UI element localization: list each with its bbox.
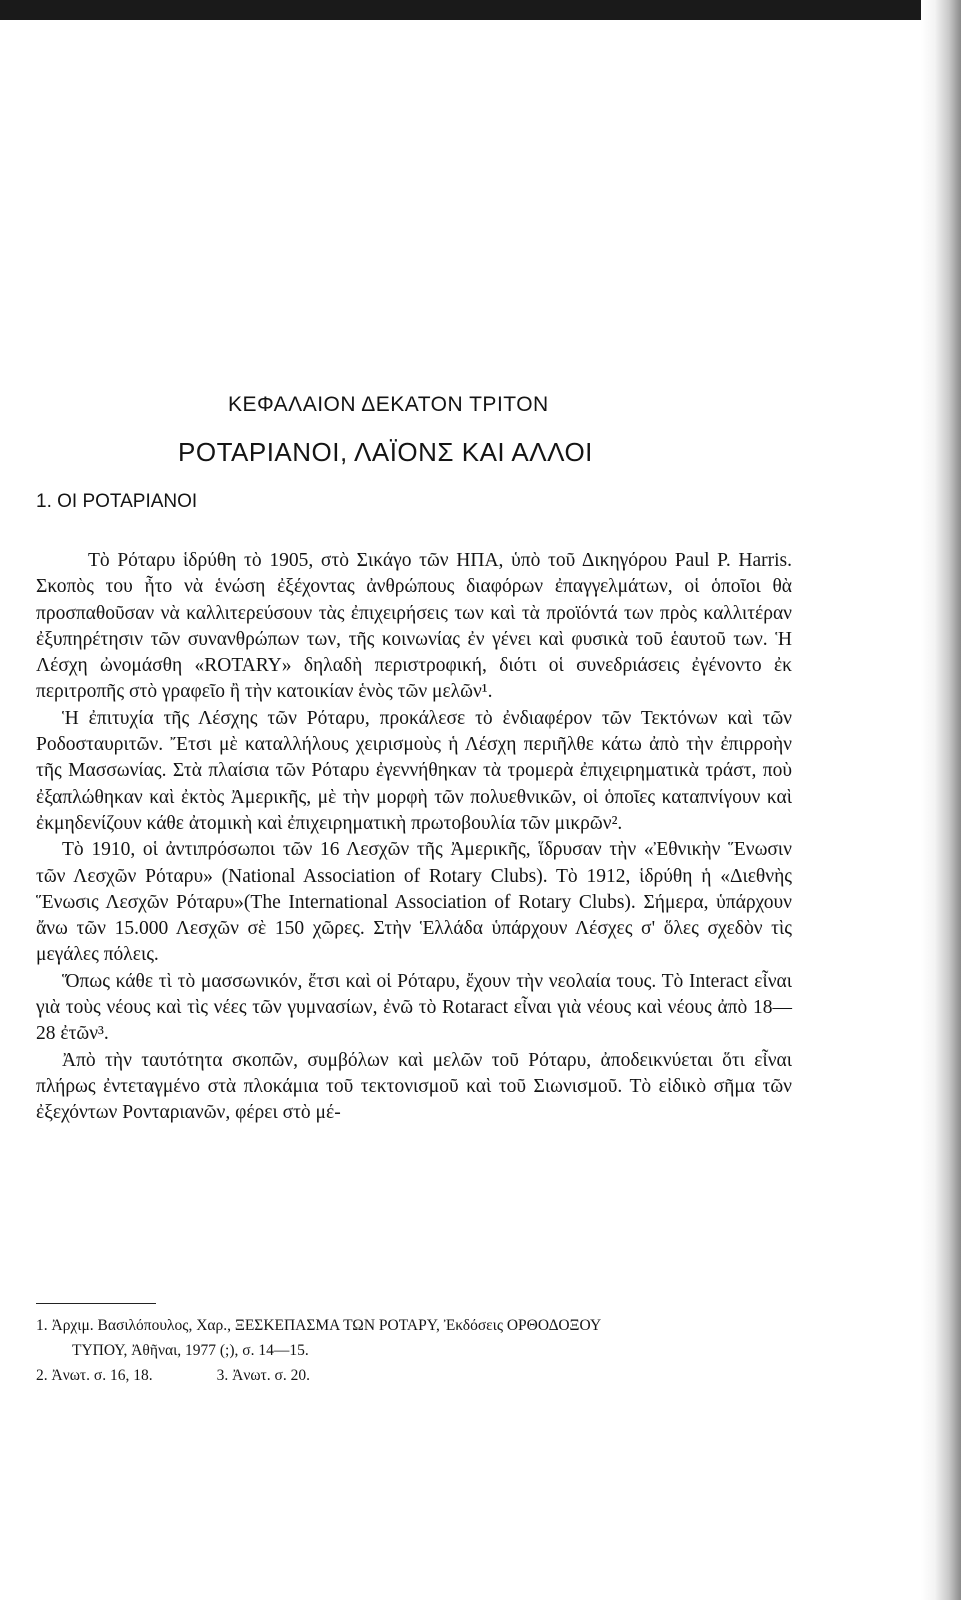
body-text [36,548,792,1127]
footnote-row [36,1363,792,1388]
paragraph: Ἡ ἐπιτυχία τῆς Λέσχης τῶν Ρόταρυ, προκάλεσε τὸ ἐνδιαφέρον τῶν Τεκτόνων καὶ τῶν Ροδοσταυριτῶν. Ἔτσι μὲ καταλλήλους χειρισμοὺς ἡ Λέσχη περιῆλθε κάτω ἀπὸ τὴν ἐπιρροὴν τῆς Μασσωνίας. Στὰ πλαίσια τῶν Ρόταρυ ἐγεννήθηκαν τὰ τρομερὰ ἐπιχειρηματικὰ τράστ, ποὺ ἐξαπλώθηκαν καὶ ἐκτὸς Ἀμερικῆς, μὲ τὴν μορφὴ τῶν πολυεθνικῶν, οἱ ὁποῖες καταπνίγουν καὶ ἐκμηδενίζουν κάθε ἀτομικὴ καὶ ἐπιχειρηματικὴ πρωτοβουλία τῶν μικρῶν². [36,707,792,834]
paragraph: Ὅπως κάθε τὶ τὸ μασσωνικόν, ἔτσι καὶ οἱ Ρόταρυ, ἔχουν τὴν νεολαία τους. Τὸ Interact εἶναι γιὰ τοὺς νέους καὶ τὶς νέες τῶν γυμνασίων, ἐνῶ τὸ Rotaract εἶναι γιὰ νέους καὶ νέους ἀπὸ 18—28 ἐτῶν³. [36,970,792,1045]
section-heading: 1. ΟΙ ΡΟΤΑΡΙΑΝΟΙ [36,491,198,512]
paragraph: Τὸ 1910, οἱ ἀντιπρόσωποι τῶν 16 Λεσχῶν τῆς Ἀμερικῆς, ἵδρυσαν τὴν «Ἐθνικὴν Ἕνωσιν τῶν Λεσχῶν Ρόταρυ» (National Association of Rotary Clubs). Τὸ 1912, ἱδρύθη ἡ «Διεθνὴς Ἕνωσις Λεσχῶν Ρόταρυ»(The International Association of Rotary Clubs). Σήμερα, ὑπάρχουν ἄνω τῶν 15.000 Λεσχῶν σὲ 150 χῶρες. Στὴν Ἑλλάδα ὑπάρχουν Λέσχες σ' ὅλες σχεδὸν τὶς μεγάλες πόλεις. [36,839,792,966]
scan-top-edge [0,0,925,20]
footnote-rule [36,1303,156,1304]
footnote-3: 3. Ἀνωτ. σ. 20. [216,1367,310,1384]
paragraph: Τὸ Ρόταρυ ἱδρύθη τὸ 1905, στὸ Σικάγο τῶν ΗΠΑ, ὑπὸ τοῦ Δικηγόρου Paul P. Harris. Σκοπὸς του ἦτο νὰ ἑνώση ἐξέχοντας ἀνθρώπους διαφόρων ἐπαγγελμάτων, οἱ ὁποῖοι θὰ προσπαθοῦσαν νὰ καλλιτερεύσουν τὰς ἐπιχειρήσεις των καὶ τὰ προϊόντά των πρὸς καλλιτέραν ἐξυπηρέτησιν τῶν συνανθρώπων των, τῆς κοινωνίας ἐν γένει καὶ φυσικὰ τοῦ ἑαυτοῦ των. Ἡ Λέσχη ὠνομάσθη «ROTARY» δηλαδὴ περιστροφική, διότι οἱ συνεδριάσεις ἐγένοντο ἐκ περιτροπῆς στὸ γραφεῖο ἢ τὴν κατοικίαν ἑνὸς τῶν μελῶν¹. [36,550,792,703]
scan-right-shadow [921,0,961,1600]
footnote-1-continuation: ΤΥΠΟΥ, Ἀθῆναι, 1977 (;), σ. 14—15. [72,1342,309,1359]
footnote-2: 2. Ἀνωτ. σ. 16, 18. [36,1367,153,1384]
paragraph: Ἀπὸ τὴν ταυτότητα σκοπῶν, συμβόλων καὶ μελῶν τοῦ Ρόταρυ, ἀποδεικνύεται ὅτι εἶναι πλήρως ἐντεταγμένο στὰ πλοκάμια τοῦ τεκτονισμοῦ καὶ τοῦ Σιωνισμοῦ. Τὸ εἰδικὸ σῆμα τῶν ἐξεχόντων Ρονταριανῶν, φέρει στὸ μέ- [36,1049,792,1124]
chapter-title: ΡΟΤΑΡΙΑΝΟΙ, ΛΑΪΟΝΣ ΚΑΙ ΑΛΛΟΙ [178,437,593,467]
footnotes [36,1303,792,1388]
chapter-label: ΚΕΦΑΛΑΙΟΝ ΔΕΚΑΤΟΝ ΤΡΙΤΟΝ [228,393,549,416]
footnote-1: 1. Ἀρχιμ. Βασιλόπουλος, Χαρ., ΞΕΣΚΕΠΑΣΜΑ ΤΩΝ ΡΟΤΑΡΥ, Ἐκδόσεις ΟΡΘΟΔΟΞΟΥ [36,1317,602,1334]
